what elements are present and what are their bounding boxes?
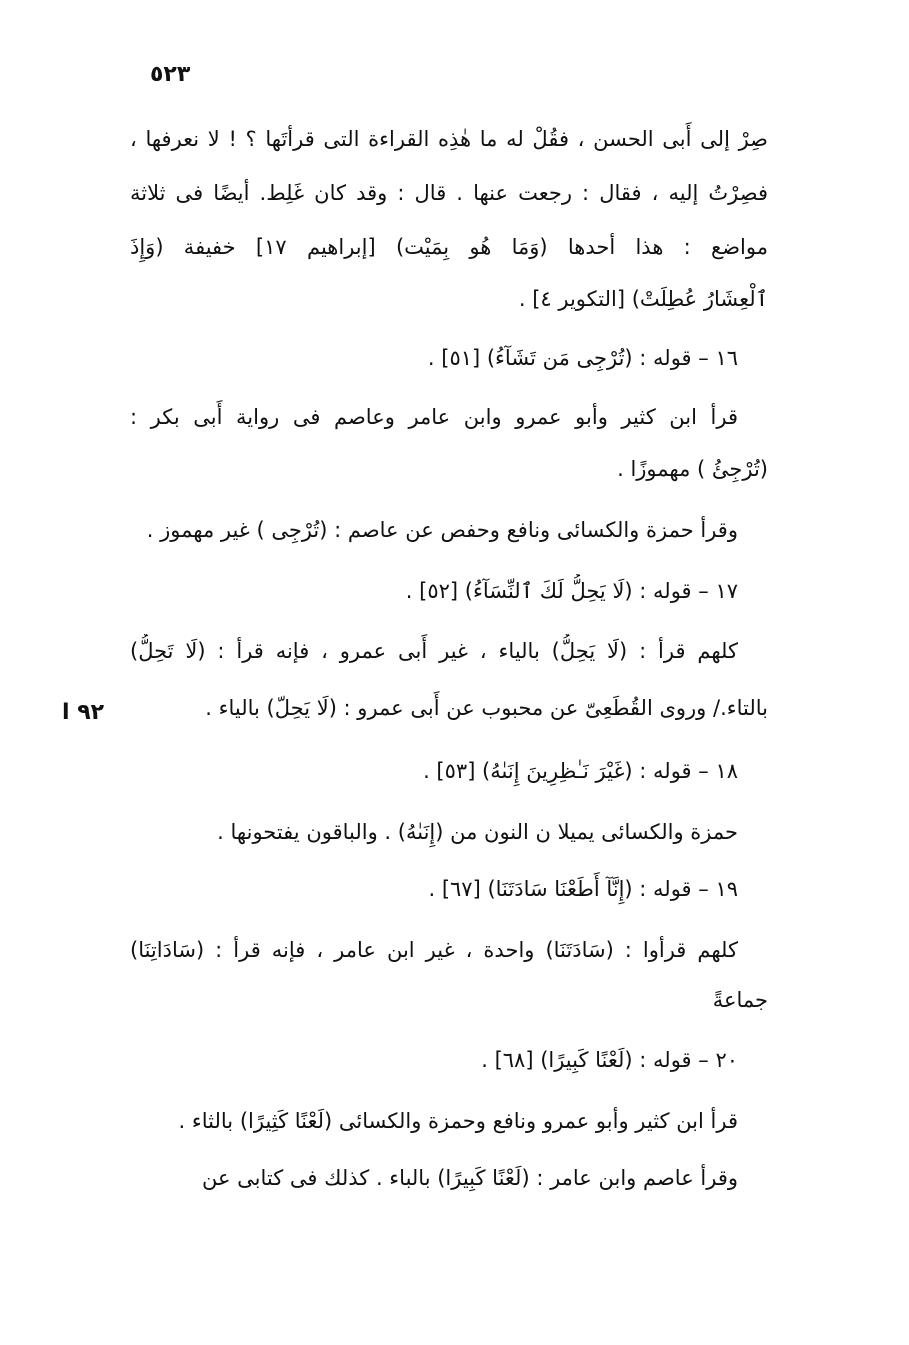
text-line: بالتاء./ وروى القُطَعِىّ عن محبوب عن أَبى عمرو : (لَا يَحِلّ) بالياء .: [205, 696, 768, 720]
text-line: قرأ ابن كثير وأبو عمرو ونافع وحمزة والكسائى (لَعْنًا كَثِيرًا) بالثاء .: [178, 1109, 738, 1133]
text-line: ٱلْعِشَارُ عُطِلَتْ) [التكوير ٤] .: [518, 287, 768, 311]
text-line: قرأ ابن كثير وأبو عمرو وابن عامر وعاصم فى رواية أَبى بكر :: [130, 405, 738, 429]
text-line: ٢٠ – قوله : (لَعْنًا كَبِيرًا) [٦٨] .: [481, 1048, 738, 1072]
text-line: حمزة والكسائى يميلا ن النون من (إِنَىٰهُ) . والباقون يفتحونها .: [217, 820, 738, 844]
text-line: فصِرْتُ إليه ، فقال : رجعت عنها . قال : وقد كان غَلِط. أيضًا فى ثلاثة: [130, 181, 768, 205]
text-line: مواضع : هذا أحدها (وَمَا هُو بِمَيْت) [إبراهيم ١٧] خفيفة (وَإِذَ: [130, 235, 768, 259]
text-line: ١٦ – قوله : (تُرْجِى مَن تَشَآءُ) [٥١] .: [427, 346, 738, 370]
margin-folio-note: ٩٢ ا: [62, 700, 105, 725]
text-line: وقرأ حمزة والكسائى ونافع وحفص عن عاصم : (تُرْجِى ) غير مهموز .: [146, 518, 738, 542]
text-line: جماعةً: [712, 988, 768, 1012]
text-line: كلهم قرأ : (لَا يَحِلُّ) بالياء ، غير أَبى عمرو ، فإنه قرأ : (لَا تَحِلُّ): [130, 639, 738, 663]
text-line: كلهم قرأوا : (سَادَتَنَا) واحدة ، غير ابن عامر ، فإنه قرأ : (سَادَاتِنَا): [130, 938, 738, 962]
text-line: ١٧ – قوله : (لَا يَحِلُّ لَكَ ٱلنِّسَآءُ) [٥٢] .: [405, 579, 738, 603]
text-line: ١٩ – قوله : (إِنَّآ أَطَعْنَا سَادَتَنَا) [٦٧] .: [428, 877, 738, 901]
text-line: وقرأ عاصم وابن عامر : (لَعْنًا كَبِيرًا) بالباء . كذلك فى كتابى عن: [201, 1166, 738, 1190]
page-number: ٥٢٣: [150, 62, 191, 87]
text-line: صِرْ إلى أَبى الحسن ، فقُلْ له ما هٰذِه القراءة التى قرأتَها ؟ ! لا نعرفها ،: [130, 127, 768, 151]
text-line: ١٨ – قوله : (غَيْرَ نَـٰظِرِينَ إِنَىٰهُ) [٥٣] .: [423, 759, 738, 783]
text-line: (تُرْجِئُ ) مهموزًا .: [617, 457, 768, 481]
